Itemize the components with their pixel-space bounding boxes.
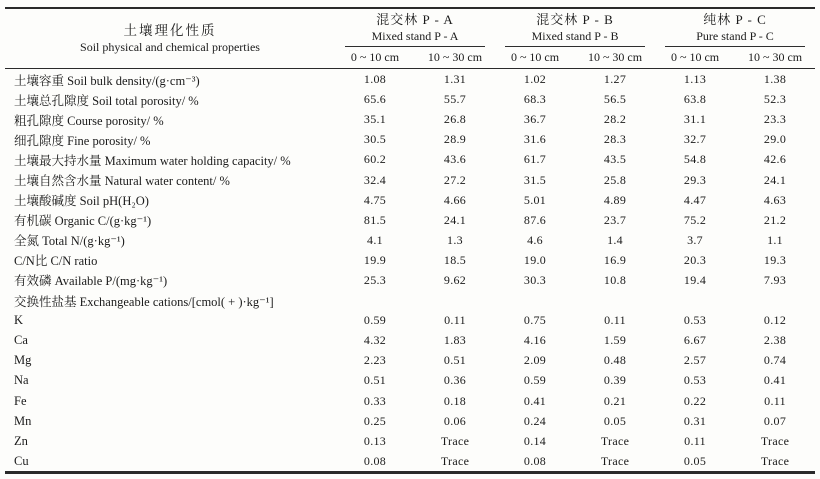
cell-value: 54.8 [683, 152, 707, 167]
cell-value: 10.8 [603, 272, 627, 287]
row-label: Mg [14, 353, 32, 368]
depth-col-header: 0 ~ 10 cm [655, 47, 735, 69]
cell-value: 2.23 [363, 353, 387, 368]
cell-value: 1.08 [363, 72, 387, 87]
table-row [5, 411, 815, 431]
cell-value: Trace [600, 433, 630, 448]
cell-value: 0.74 [763, 353, 787, 368]
section-row [5, 291, 815, 311]
cell-value: 7.93 [763, 272, 787, 287]
table-row [5, 150, 815, 170]
cell-value: 3.7 [687, 232, 703, 247]
group-pc-en: Pure stand P - C [696, 28, 774, 43]
table-row [5, 331, 815, 351]
cell-value: 19.4 [683, 272, 707, 287]
cell-value: 0.33 [363, 393, 387, 408]
cell-value: 0.24 [523, 413, 547, 428]
table-row [5, 391, 815, 411]
cell-value: 0.18 [443, 393, 467, 408]
table-row [5, 371, 815, 391]
cell-value: 75.2 [683, 212, 707, 227]
cell-value: 1.13 [683, 72, 707, 87]
table-row [5, 270, 815, 290]
cell-value: 23.7 [603, 212, 627, 227]
group-header-pb [495, 8, 655, 47]
table-row [5, 190, 815, 210]
table-row [5, 69, 815, 90]
table-row [5, 210, 815, 230]
cell-value: 24.1 [763, 172, 787, 187]
cell-value: 9.62 [443, 272, 467, 287]
cell-value: 1.1 [767, 232, 783, 247]
cell-value: 4.47 [683, 192, 707, 207]
cell-value: 5.01 [523, 192, 547, 207]
cell-value: 43.6 [443, 152, 467, 167]
cell-value: 4.75 [363, 192, 387, 207]
cell-value: 87.6 [523, 212, 547, 227]
cell-value: 1.31 [443, 72, 467, 87]
cell-value: 27.2 [443, 172, 467, 187]
cell-value: 24.1 [443, 212, 467, 227]
row-label: C/N比 C/N ratio [14, 254, 98, 269]
cell-value: 28.3 [603, 132, 627, 147]
row-label: Ca [14, 333, 28, 348]
cell-value: 31.5 [523, 172, 547, 187]
cell-value: 18.5 [443, 252, 467, 267]
cell-value: 68.3 [523, 92, 547, 107]
cell-value: 29.0 [763, 132, 787, 147]
cell-value: 0.06 [443, 413, 467, 428]
cell-value: Trace [440, 453, 470, 468]
cell-value: Trace [600, 453, 630, 468]
table-row [5, 110, 815, 130]
soil-properties-table [5, 7, 815, 474]
cell-value: 0.53 [683, 313, 707, 328]
property-header-en: Soil physical and chemical properties [80, 39, 260, 54]
cell-value: 21.2 [763, 212, 787, 227]
cell-value: 0.31 [683, 413, 707, 428]
cell-value: 28.2 [603, 112, 627, 127]
cell-value: 0.11 [764, 393, 786, 408]
table-row [5, 230, 815, 250]
cell-value: 0.25 [363, 413, 387, 428]
row-label: Fe [14, 393, 27, 408]
cell-value: 29.3 [683, 172, 707, 187]
cell-value: 0.22 [683, 393, 707, 408]
row-label: Mn [14, 413, 32, 428]
row-label: K [14, 313, 24, 328]
cell-value: 55.7 [443, 92, 467, 107]
cell-value: 0.13 [363, 433, 387, 448]
cell-value: 61.7 [523, 152, 547, 167]
cell-value: 30.3 [523, 272, 547, 287]
cell-value: 19.0 [523, 252, 547, 267]
cell-value: 0.48 [603, 353, 627, 368]
cell-value: 0.51 [363, 373, 387, 388]
row-label: 全氮 Total N/(g·kg⁻¹) [14, 234, 125, 249]
cell-value: 0.41 [763, 373, 787, 388]
cell-value: 26.8 [443, 112, 467, 127]
cell-value: 0.11 [444, 313, 466, 328]
row-label: 粗孔隙度 Course porosity/ % [14, 113, 164, 128]
cell-value: 32.4 [363, 172, 387, 187]
cell-value: 0.36 [443, 373, 467, 388]
row-label: 交换性盐基 Exchangeable cations/[cmol( + )·kg⁻¹] [14, 294, 274, 309]
cell-value: 4.1 [367, 232, 383, 247]
group-pb-en: Mixed stand P - B [531, 28, 619, 43]
table-row [5, 451, 815, 473]
table-body [5, 69, 815, 473]
group-pc-cn: 纯林 P - C [703, 12, 767, 27]
cell-value: 0.11 [684, 433, 706, 448]
row-label: 细孔隙度 Fine porosity/ % [14, 133, 151, 148]
cell-value: 31.1 [683, 112, 707, 127]
cell-value: 0.39 [603, 373, 627, 388]
cell-value: 0.53 [683, 373, 707, 388]
cell-value: 81.5 [363, 212, 387, 227]
depth-col-header: 10 ~ 30 cm [575, 47, 655, 69]
property-header-cn: 土壤理化性质 [123, 22, 217, 38]
cell-value: 0.59 [363, 313, 387, 328]
row-label: 土壤容重 Soil bulk density/(g·cm⁻³) [14, 73, 200, 88]
cell-value: 4.32 [363, 333, 387, 348]
cell-value: 25.8 [603, 172, 627, 187]
group-header-row [5, 8, 815, 47]
cell-value: 6.67 [683, 333, 707, 348]
row-label: 土壤总孔隙度 Soil total porosity/ % [14, 93, 199, 108]
table-row [5, 311, 815, 331]
table-row [5, 170, 815, 190]
cell-value: 0.59 [523, 373, 547, 388]
row-label: Zn [14, 433, 28, 448]
row-label: 土壤自然含水量 Natural water content/ % [14, 174, 230, 188]
cell-value: 2.09 [523, 353, 547, 368]
cell-value: 0.08 [363, 453, 387, 468]
cell-value: 2.38 [763, 333, 787, 348]
row-label: 有机碳 Organic C/(g·kg⁻¹) [14, 214, 152, 229]
cell-value: 42.6 [763, 152, 787, 167]
row-label: Cu [14, 453, 29, 468]
depth-col-header: 0 ~ 10 cm [495, 47, 575, 69]
cell-value: 25.3 [363, 272, 387, 287]
row-label: 有效磷 Available P/(mg·kg⁻¹) [14, 274, 168, 289]
cell-value: 19.3 [763, 252, 787, 267]
cell-value: 36.7 [523, 112, 547, 127]
cell-value: 0.41 [523, 393, 547, 408]
cell-value: 0.07 [763, 413, 787, 428]
cell-value: Trace [440, 433, 470, 448]
group-header-pa [335, 8, 495, 47]
table-row [5, 250, 815, 270]
cell-value: Trace [760, 453, 790, 468]
table-row [5, 90, 815, 110]
depth-col-header: 0 ~ 10 cm [335, 47, 415, 69]
row-label: 土壤酸碱度 Soil pH(H₂O) [14, 194, 149, 209]
cell-value: 31.6 [523, 132, 547, 147]
cell-value: 28.9 [443, 132, 467, 147]
cell-value: 1.02 [523, 72, 547, 87]
cell-value: 56.5 [603, 92, 627, 107]
depth-col-header: 10 ~ 30 cm [415, 47, 495, 69]
cell-value: 4.6 [527, 232, 543, 247]
table-row [5, 431, 815, 451]
cell-value: 52.3 [763, 92, 787, 107]
table-row [5, 351, 815, 371]
cell-value: 63.8 [683, 92, 707, 107]
cell-value: 23.3 [763, 112, 787, 127]
cell-value: 4.16 [523, 333, 547, 348]
cell-value: 1.4 [607, 232, 623, 247]
cell-value: 1.27 [603, 72, 627, 87]
cell-value: 0.12 [763, 313, 787, 328]
cell-value: 4.89 [603, 192, 627, 207]
cell-value: 30.5 [363, 132, 387, 147]
cell-value: 0.05 [603, 413, 627, 428]
cell-value: 43.5 [603, 152, 627, 167]
cell-value: 4.63 [763, 192, 787, 207]
cell-value: 0.11 [604, 313, 626, 328]
group-pa-en: Mixed stand P - A [371, 28, 459, 43]
cell-value: 2.57 [683, 353, 707, 368]
cell-value: 4.66 [443, 192, 467, 207]
group-pb-cn: 混交林 P - B [536, 12, 614, 27]
cell-value: 60.2 [363, 152, 387, 167]
cell-value: 0.51 [443, 353, 467, 368]
cell-value: 19.9 [363, 252, 387, 267]
cell-value: 0.21 [603, 393, 627, 408]
cell-value: 35.1 [363, 112, 387, 127]
cell-value: 0.75 [523, 313, 547, 328]
cell-value: 1.59 [603, 333, 627, 348]
cell-value: 0.14 [523, 433, 547, 448]
row-label: 土壤最大持水量 Maximum water holding capacity/ % [14, 153, 291, 168]
cell-value: 0.08 [523, 453, 547, 468]
cell-value: Trace [760, 433, 790, 448]
cell-value: 1.83 [443, 333, 467, 348]
cell-value: 32.7 [683, 132, 707, 147]
cell-value: 1.3 [447, 232, 463, 247]
cell-value: 20.3 [683, 252, 707, 267]
cell-value: 16.9 [603, 252, 627, 267]
row-label: Na [14, 373, 29, 388]
depth-col-header: 10 ~ 30 cm [735, 47, 815, 69]
table-row [5, 130, 815, 150]
group-header-pc [655, 8, 815, 47]
property-column-header [5, 8, 335, 69]
group-pa-cn: 混交林 P - A [376, 12, 454, 27]
cell-value: 65.6 [363, 92, 387, 107]
cell-value: 1.38 [763, 72, 787, 87]
cell-value: 0.05 [683, 453, 707, 468]
table-header [5, 8, 815, 69]
